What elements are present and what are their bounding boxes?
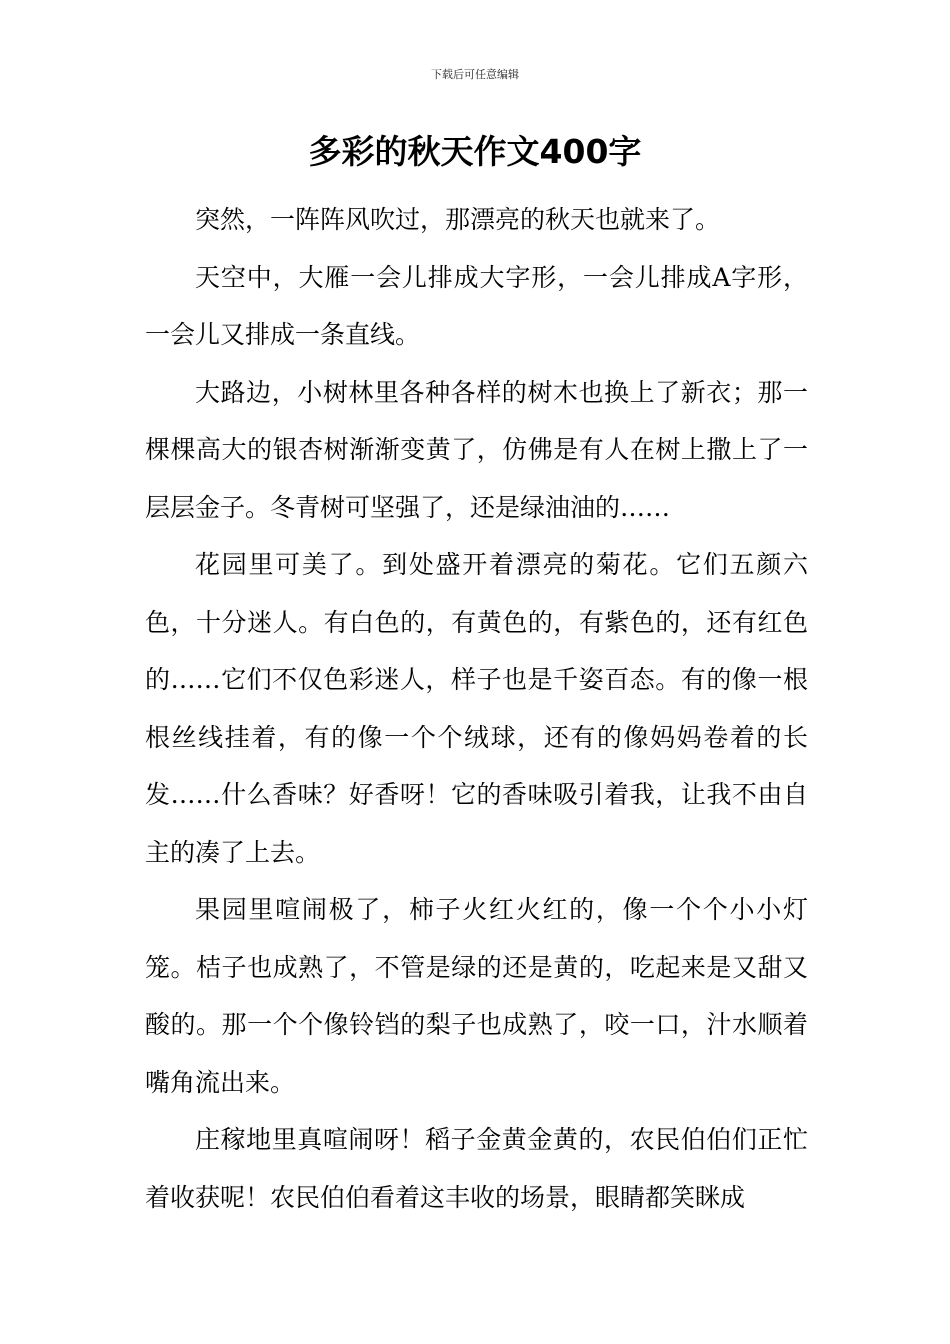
paragraph: 天空中，大雁一会儿排成大字形，一会儿排成A字形，一会儿又排成一条直线。 [145, 262, 808, 349]
document-title: 多彩的秋天作文400字 [308, 132, 642, 171]
paragraph: 突然，一阵阵风吹过，那漂亮的秋天也就来了。 [195, 205, 721, 234]
document-body [145, 191, 808, 1226]
paragraph: 花园里可美了。到处盛开着漂亮的菊花。它们五颜六色，十分迷人。有白色的，有黄色的，有紫色的，还有红色的……它们不仅色彩迷人，样子也是千姿百态。有的像一根根丝线挂着，有的像一个个绒球，还有的像妈妈卷着的长发……什么香味？好香呀！它的香味吸引着我，让我不由自主的凑了上去。 [145, 550, 808, 867]
paragraph: 庄稼地里真喧闹呀！稻子金黄金黄的，农民伯伯们正忙着收获呢！农民伯伯看着这丰收的场景，眼睛都笑眯成 [145, 1125, 808, 1212]
paragraph: 果园里喧闹极了，柿子火红火红的，像一个个小小灯笼。桔子也成熟了，不管是绿的还是黄的，吃起来是又甜又酸的。那一个个像铃铛的梨子也成熟了，咬一口，汁水顺着嘴角流出来。 [145, 895, 808, 1097]
header-note: 下载后可任意编辑 [431, 68, 519, 81]
paragraph: 大路边，小树林里各种各样的树木也换上了新衣；那一棵棵高大的银杏树渐渐变黄了，仿佛是有人在树上撒上了一层层金子。冬青树可坚强了，还是绿油油的…… [145, 377, 808, 522]
